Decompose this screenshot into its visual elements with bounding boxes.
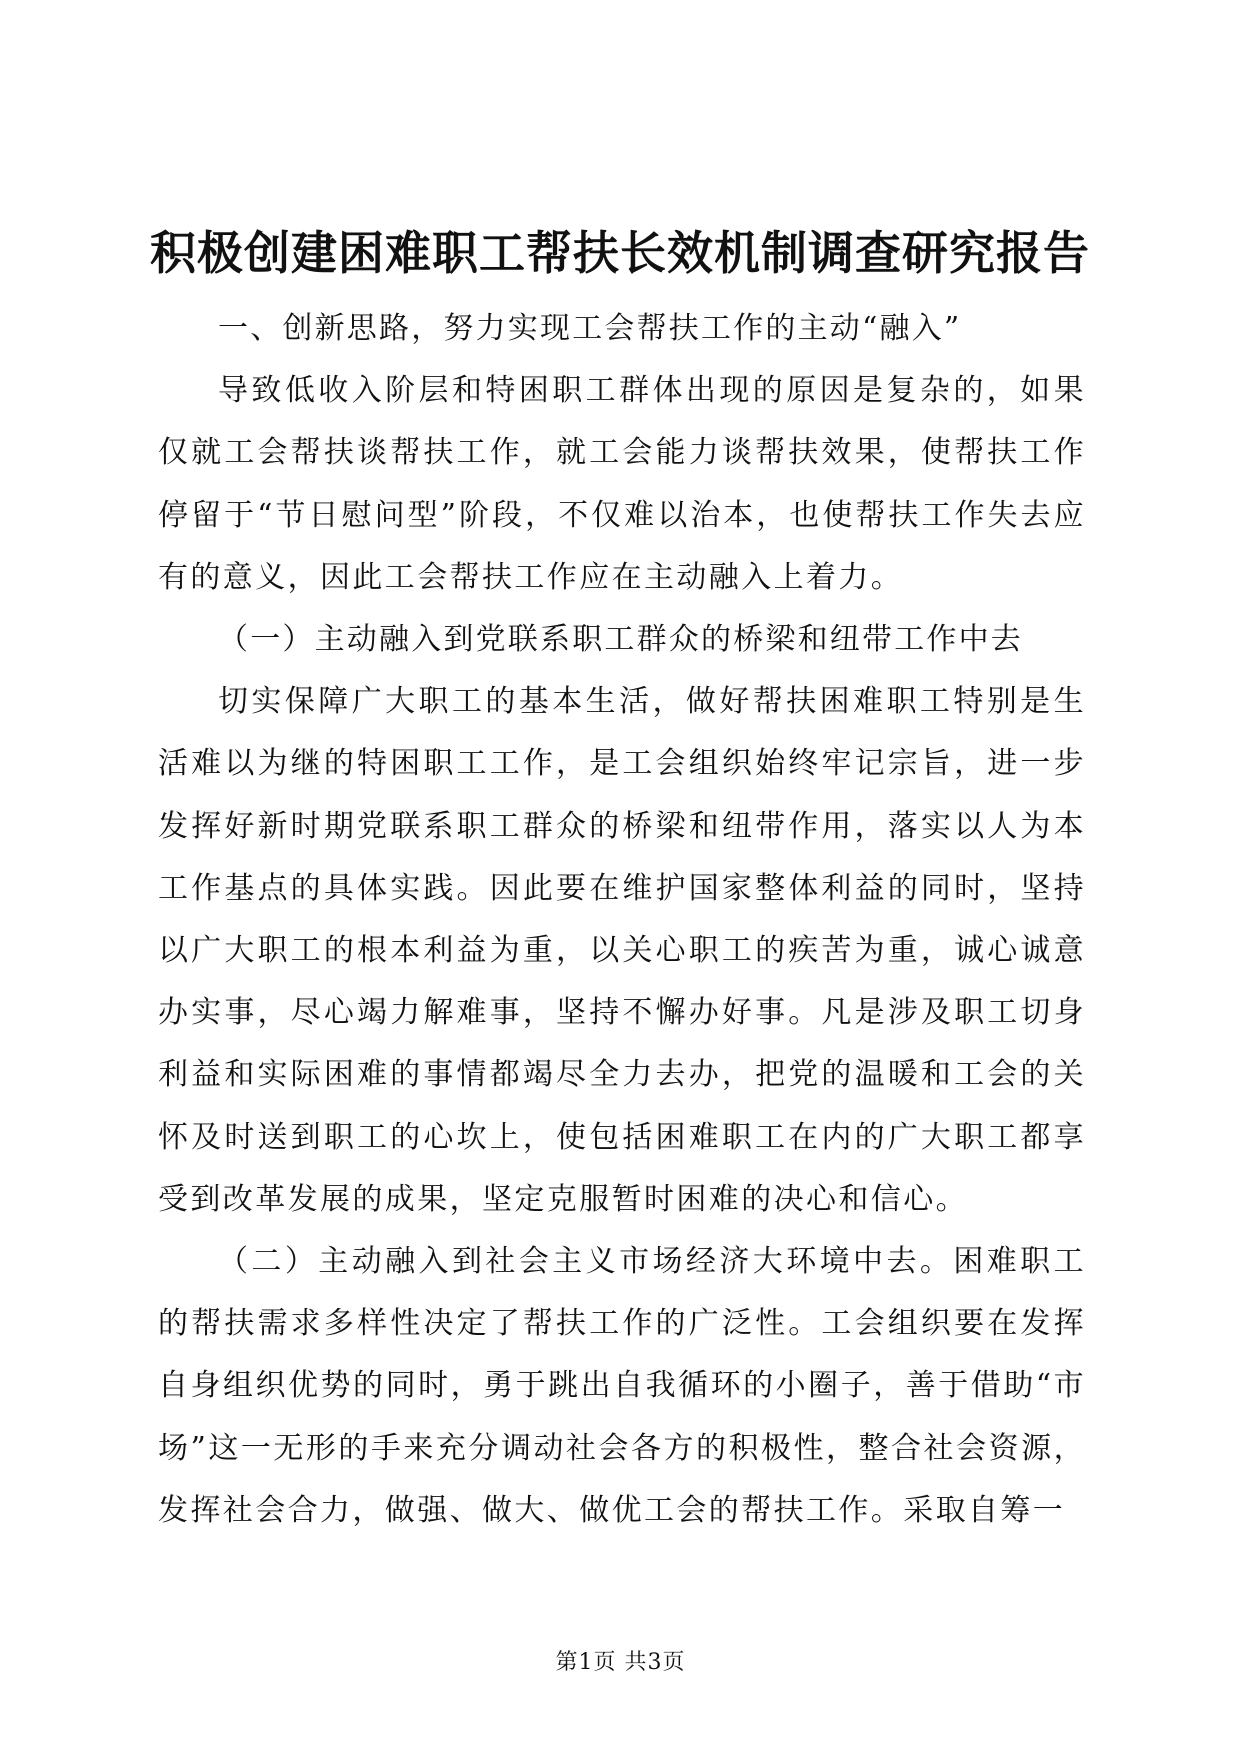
body-paragraph: 导致低收入阶层和特困职工群体出现的原因是复杂的，如果仅就工会帮扶谈帮扶工作，就工会能力谈帮扶效果，使帮扶工作停留于“节日慰问型”阶段，不仅难以治本，也使帮扶工作失去应有的意义，因此工会帮扶工作应在主动融入上着力。 [158, 373, 1086, 595]
section-heading-1: 一、创新思路，努力实现工会帮扶工作的主动“融入” [218, 311, 962, 346]
document-body [158, 298, 1086, 1542]
body-paragraph: （二）主动融入到社会主义市场经济大环境中去。困难职工的帮扶需求多样性决定了帮扶工作的广泛性。工会组织要在发挥自身组织优势的同时，勇于跳出自我循环的小圈子，善于借助“市场”这一无形的手来充分调动社会各方的积极性，整合社会资源，发挥社会合力，做强、做大、做优工会的帮扶工作。采取自筹一 [158, 1244, 1086, 1528]
body-paragraph: 切实保障广大职工的基本生活，做好帮扶困难职工特别是生活难以为继的特困职工工作，是工会组织始终牢记宗旨，进一步发挥好新时期党联系职工群众的桥梁和纽带作用，落实以人为本工作基点的具体实践。因此要在维护国家整体利益的同时，坚持以广大职工的根本利益为重，以关心职工的疾苦为重，诚心诚意办实事，尽心竭力解难事，坚持不懈办好事。凡是涉及职工切身利益和实际困难的事情都竭尽全力去办，把党的温暖和工会的关怀及时送到职工的心坎上，使包括困难职工在内的广大职工都享受到改革发展的成果，坚定克服暂时困难的决心和信心。 [158, 684, 1086, 1217]
subsection-heading-1: （一）主动融入到党联系职工群众的桥梁和纽带工作中去 [218, 622, 1023, 658]
document-title: 积极创建困难职工帮扶长效机制调查研究报告 [150, 226, 1090, 280]
page-number-footer: 第1页 共3页 [555, 1650, 686, 1675]
